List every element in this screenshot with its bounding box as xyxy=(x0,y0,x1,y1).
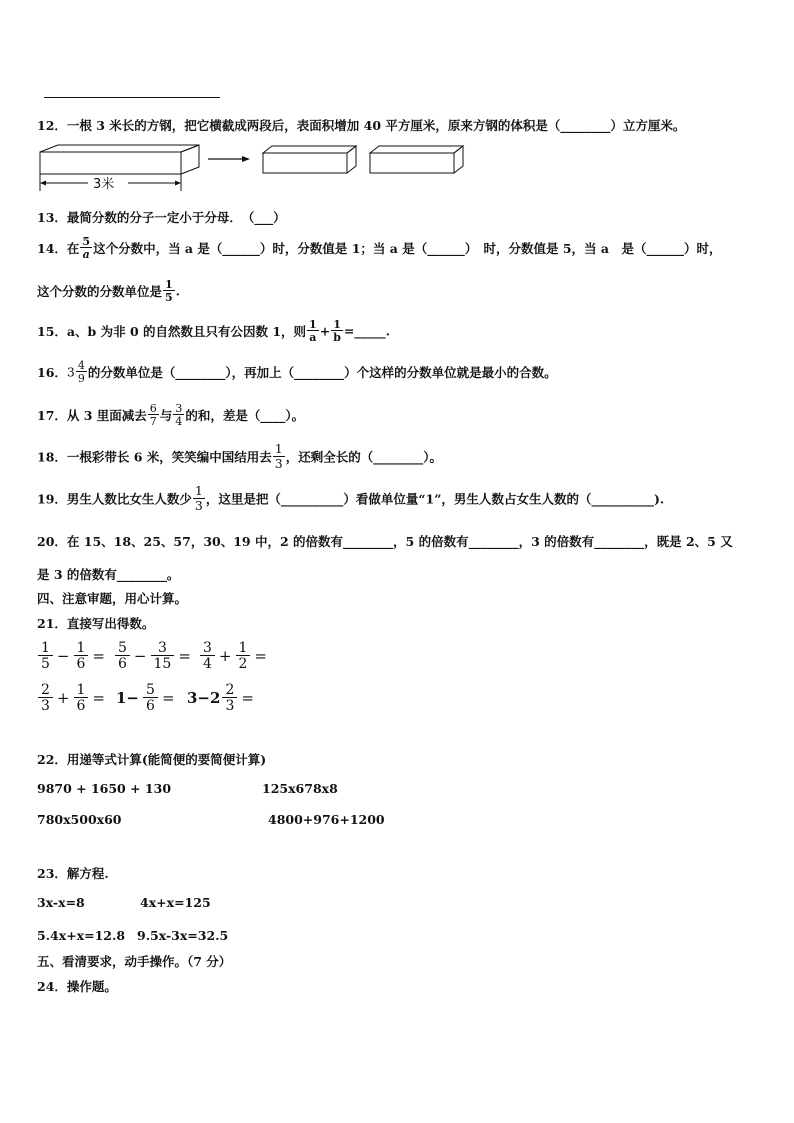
mixed-fraction-4-over-9: $\frac{4}{9}$ xyxy=(77,359,85,385)
section-4-heading: 四、注意审题，用心计算。 xyxy=(37,591,188,606)
question-14-line1: 14．在 $\frac{5}{a}$ 这个分数中，当 a 是（______）时，分数值是 1；当 a 是（______） 时，分数值是 5，当 a 是（______）时， xyxy=(37,235,722,261)
fraction-1-over-3: $\frac{1}{3}$ xyxy=(274,441,283,471)
question-24-title: 24．操作题。 xyxy=(37,979,117,994)
question-23-title: 23．解方程. xyxy=(37,866,109,881)
question-16: 16．3 $\frac{4}{9}$ 的分数单位是（________），再加上（________）个这样的分数单位就是最小的合数。 xyxy=(37,359,557,385)
fraction-6-over-7: $\frac{6}{7}$ xyxy=(149,402,157,428)
question-20-line1: 20．在 15、18、25、57，30、19 中，2 的倍数有________，5 的倍数有________，3 的倍数有________，既是 2、5 又 xyxy=(37,534,733,549)
question-13: 13．最简分数的分子一定小于分母． （___） xyxy=(37,210,286,225)
question-19: 19．男生人数比女生人数少 $\frac{1}{3}$ ，这里是把（__________）看做单位量“1”，男生人数占女生人数的（__________). xyxy=(37,483,665,513)
top-rule xyxy=(44,97,220,98)
question-21-title: 21．直接写出得数。 xyxy=(37,616,155,631)
fraction-1-over-a: $\frac{1}{a}$ xyxy=(309,318,317,344)
question-20-line2: 是 3 的倍数有________。 xyxy=(37,567,180,582)
fraction-1-over-3: $\frac{1}{3}$ xyxy=(194,483,203,513)
expr-6: 3−2 $\frac{2}{3}$ = xyxy=(187,682,254,714)
equation-3: 5.4x+x=12.8 xyxy=(37,928,126,943)
calc-4: 4800+976+1200 xyxy=(268,812,385,827)
question-17: 17．从 3 里面减去 $\frac{6}{7}$ 与 $\frac{3}{4}$ 的和，差是（____）。 xyxy=(37,402,305,428)
calc-2: 125x678x8 xyxy=(262,781,338,796)
calc-3: 780x500x60 xyxy=(37,812,122,827)
fraction-3-over-4: $\frac{3}{4}$ xyxy=(175,402,183,428)
fraction-1-over-b: $\frac{1}{b}$ xyxy=(333,318,341,344)
equation-1: 3x-x=8 xyxy=(37,895,85,910)
expr-5: 1− $\frac{5}{6}$ = xyxy=(116,682,175,714)
long-bar xyxy=(40,145,199,152)
fraction-5-over-a: $\frac{5}{a}$ xyxy=(82,235,91,261)
equation-4: 9.5x-3x=32.5 xyxy=(137,928,229,943)
calc-1: 9870 + 1650 + 130 xyxy=(37,781,172,796)
question-14-line2: 这个分数的分数单位是 $\frac{1}{5}$ . xyxy=(37,278,181,304)
dimension-label: 3米 xyxy=(93,177,115,192)
expr-3: $\frac{3}{4}$ + $\frac{1}{2}$ = xyxy=(199,641,270,671)
expr-1: $\frac{1}{5}$ − $\frac{1}{6}$ = xyxy=(37,641,108,671)
equation-2: 4x+x=125 xyxy=(140,895,211,910)
question-15: 15．a、b 为非 0 的自然数且只有公因数 1，则 $\frac{1}{a}$ + $\frac{1}{b}$ =_____. xyxy=(37,318,390,344)
fraction-1-over-5: $\frac{1}{5}$ xyxy=(165,278,173,304)
question-18: 18．一根彩带长 6 米，笑笑编中国结用去 $\frac{1}{3}$ ，还剩全长的（________）。 xyxy=(37,441,443,471)
question-22-title: 22．用递等式计算(能简便的要简便计算) xyxy=(37,752,267,767)
expr-4: $\frac{2}{3}$ + $\frac{1}{6}$ = xyxy=(37,683,108,713)
section-5-heading: 五、看清要求，动手操作。（7 分） xyxy=(37,954,232,969)
question-12: 12．一根 3 米长的方钢，把它横截成两段后，表面积增加 40 平方厘米，原来方钢的体积是（________）立方厘米。 xyxy=(37,118,686,133)
expr-2: $\frac{5}{6}$ − $\frac{3}{15}$ = xyxy=(114,641,194,671)
